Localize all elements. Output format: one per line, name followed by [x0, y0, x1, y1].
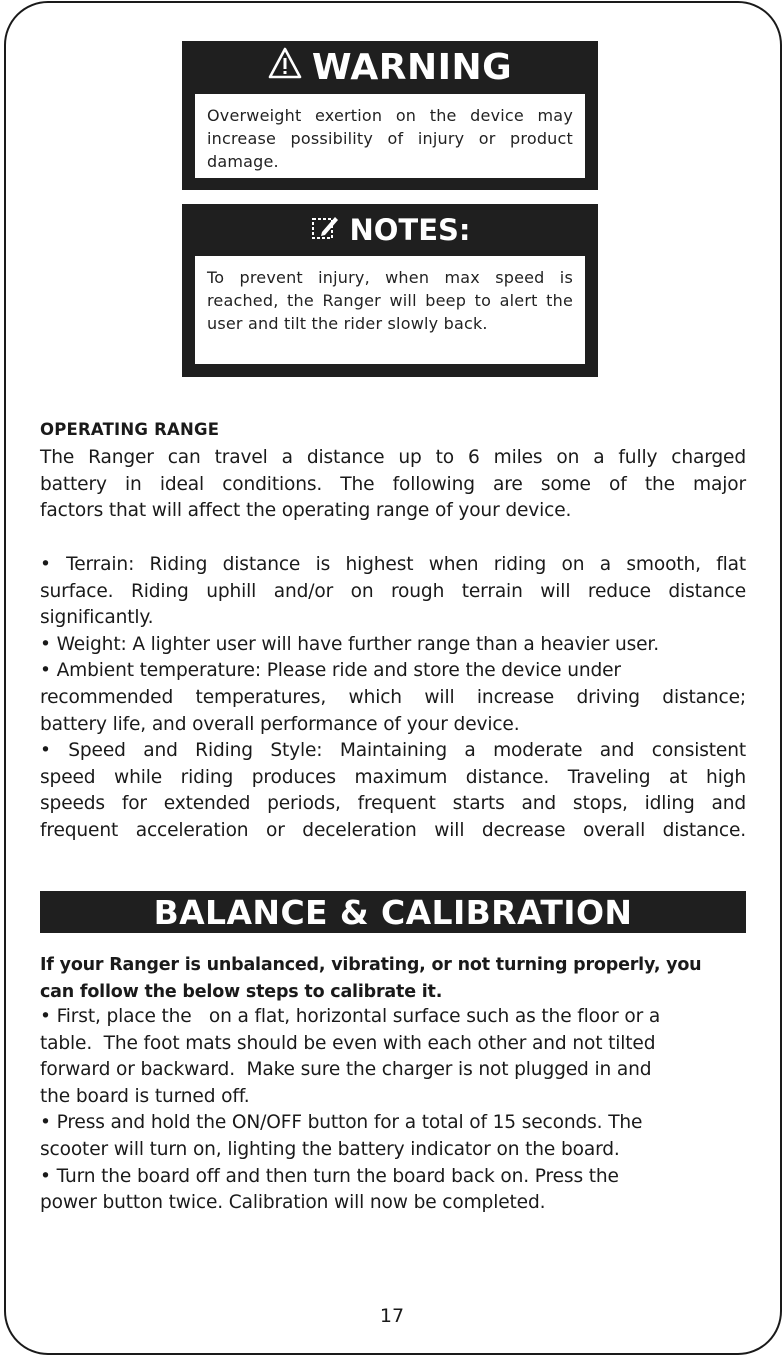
text-line: table. The foot mats should be even with each other and not tilted	[40, 1032, 656, 1054]
text-line: • Weight: A lighter user will have further range than a heavier user.	[40, 633, 659, 655]
text-line: battery in ideal conditions. The following are some of the major	[40, 473, 746, 495]
notes-text: To prevent injury, when max speed is reached, the Ranger will beep to alert the user and tilt the rider slowly back.	[195, 256, 585, 364]
text-line: • Turn the board off and then turn the board back on. Press the	[40, 1165, 619, 1187]
warning-text: Overweight exertion on the device may increase possibility of injury or product damage.	[195, 94, 585, 178]
text-line: surface. Riding uphill and/or on rough terrain will reduce distance	[40, 580, 746, 602]
operating-range-heading: OPERATING RANGE	[40, 420, 220, 439]
text-line: The Ranger can travel a distance up to 6 miles on a fully charged	[40, 447, 746, 468]
text-line: • Speed and Riding Style: Maintaining a moderate and consistent	[40, 740, 746, 762]
text-line: If your Ranger is unbalanced, vibrating, or not turning properly, you	[40, 955, 702, 975]
text-line: battery life, and overall performance of your device.	[40, 713, 520, 735]
warning-header	[195, 41, 585, 94]
notes-header	[195, 204, 585, 256]
text-line: significantly.	[40, 607, 154, 629]
warning-title: WARNING	[311, 47, 513, 88]
operating-range-factors	[40, 552, 746, 845]
text-line: recommended temperatures, which will increase driving distance;	[40, 686, 746, 708]
text-line: the board is turned off.	[40, 1085, 250, 1107]
balance-calibration-banner: BALANCE & CALIBRATION	[40, 891, 746, 933]
text-line: can follow the below steps to calibrate it.	[40, 982, 443, 1002]
page-number: 17	[379, 1305, 405, 1327]
calibration-steps	[40, 1004, 746, 1217]
notepad-pencil-icon	[310, 213, 340, 248]
text-line: • Terrain: Riding distance is highest when riding on a smooth, flat	[40, 554, 746, 575]
text-line: speed while riding produces maximum distance. Traveling at high	[40, 766, 746, 788]
text-line: • Press and hold the ON/OFF button for a total of 15 seconds. The	[40, 1112, 643, 1134]
text-line: speeds for extended periods, frequent starts and stops, idling and	[40, 793, 746, 815]
balance-lead-text	[40, 952, 746, 1006]
warning-callout	[182, 41, 598, 190]
text-line: factors that will affect the operating range of your device.	[40, 500, 572, 522]
operating-range-intro	[40, 445, 746, 525]
notes-title: NOTES:	[349, 213, 471, 247]
text-line: scooter will turn on, lighting the battery indicator on the board.	[40, 1138, 620, 1160]
notes-callout	[182, 204, 598, 377]
text-line: frequent acceleration or deceleration will decrease overall distance.	[40, 819, 746, 841]
warning-triangle-icon	[268, 47, 302, 88]
text-line: • First, place the on a flat, horizontal surface such as the floor or a	[40, 1006, 661, 1027]
text-line: • Ambient temperature: Please ride and store the device under	[40, 660, 621, 682]
text-line: power button twice. Calibration will now be completed.	[40, 1192, 546, 1214]
text-line: forward or backward. Make sure the charger is not plugged in and	[40, 1059, 652, 1081]
